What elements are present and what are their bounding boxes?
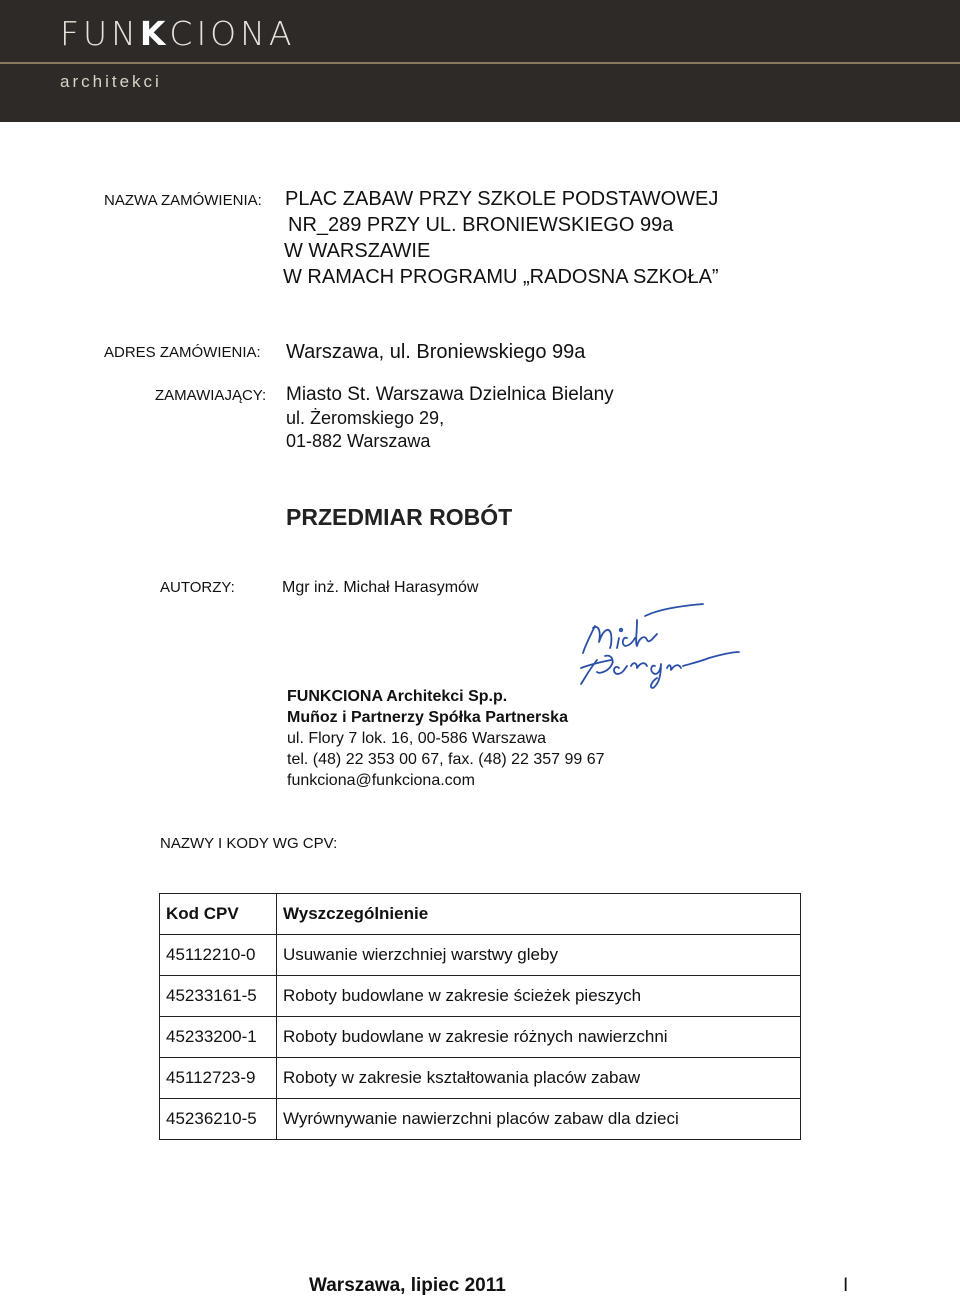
cpv-code: 45233161-5 [160, 976, 277, 1017]
order-name-line-4: W RAMACH PROGRAMU „RADOSNA SZKOŁA” [283, 266, 719, 288]
order-name-line-3: W WARSZAWIE [284, 240, 431, 262]
company-partners: Muñoz i Partnerzy Spółka Partnerska [287, 709, 568, 726]
cpv-description: Roboty budowlane w zakresie ścieżek pieszych [277, 976, 801, 1017]
cpv-description: Roboty w zakresie kształtowania placów zabaw [277, 1058, 801, 1099]
client-label: ZAMAWIAJĄCY: [155, 387, 267, 404]
footer-place-date: Warszawa, lipiec 2011 [309, 1275, 506, 1296]
client-line-2: ul. Żeromskiego 29, [286, 408, 445, 428]
company-phone: tel. (48) 22 353 00 67, fax. (48) 22 357 99 67 [287, 751, 605, 768]
page-number: I [843, 1275, 849, 1296]
client-line-1: Miasto St. Warszawa Dzielnica Bielany [286, 384, 614, 405]
company-email: funkciona@funkciona.com [287, 772, 475, 789]
letterhead-banner [0, 0, 960, 122]
cpv-code: 45236210-5 [160, 1099, 277, 1140]
table-row [160, 1099, 801, 1140]
cpv-label: NAZWY I KODY WG CPV: [160, 835, 338, 852]
signature-image [575, 598, 745, 690]
logo-divider [0, 62, 960, 64]
logo-subtitle: architekci [60, 72, 162, 91]
company-name: FUNKCIONA Architekci Sp.p. [287, 688, 508, 705]
address-value: Warszawa, ul. Broniewskiego 99a [286, 341, 586, 363]
document-title: PRZEDMIAR ROBÓT [286, 504, 513, 530]
cpv-code: 45112210-0 [160, 935, 277, 976]
order-name-line-1: PLAC ZABAW PRZY SZKOLE PODSTAWOWEJ [285, 188, 719, 210]
header-code: Kod CPV [160, 894, 277, 935]
authors-label: AUTORZY: [160, 579, 235, 596]
cpv-code: 45112723-9 [160, 1058, 277, 1099]
author-name: Mgr inż. Michał Harasymów [282, 579, 479, 596]
table-row [160, 1058, 801, 1099]
table-row [160, 976, 801, 1017]
order-name-label: NAZWA ZAMÓWIENIA: [104, 192, 262, 209]
header-description: Wyszczególnienie [277, 894, 801, 935]
order-name-line-2: NR_289 PRZY UL. BRONIEWSKIEGO 99a [288, 214, 674, 236]
cpv-description: Roboty budowlane w zakresie różnych nawierzchni [277, 1017, 801, 1058]
table-row [160, 935, 801, 976]
table-header-row [160, 894, 801, 935]
table-row [160, 1017, 801, 1058]
cpv-description: Wyrównywanie nawierzchni placów zabaw dla dzieci [277, 1099, 801, 1140]
cpv-description: Usuwanie wierzchniej warstwy gleby [277, 935, 801, 976]
cpv-code: 45233200-1 [160, 1017, 277, 1058]
cpv-table [159, 893, 801, 1140]
client-line-3: 01-882 Warszawa [286, 431, 431, 451]
company-logo: FUNKCIONA [60, 14, 296, 53]
address-label: ADRES ZAMÓWIENIA: [104, 344, 261, 361]
company-street: ul. Flory 7 lok. 16, 00-586 Warszawa [287, 730, 547, 747]
